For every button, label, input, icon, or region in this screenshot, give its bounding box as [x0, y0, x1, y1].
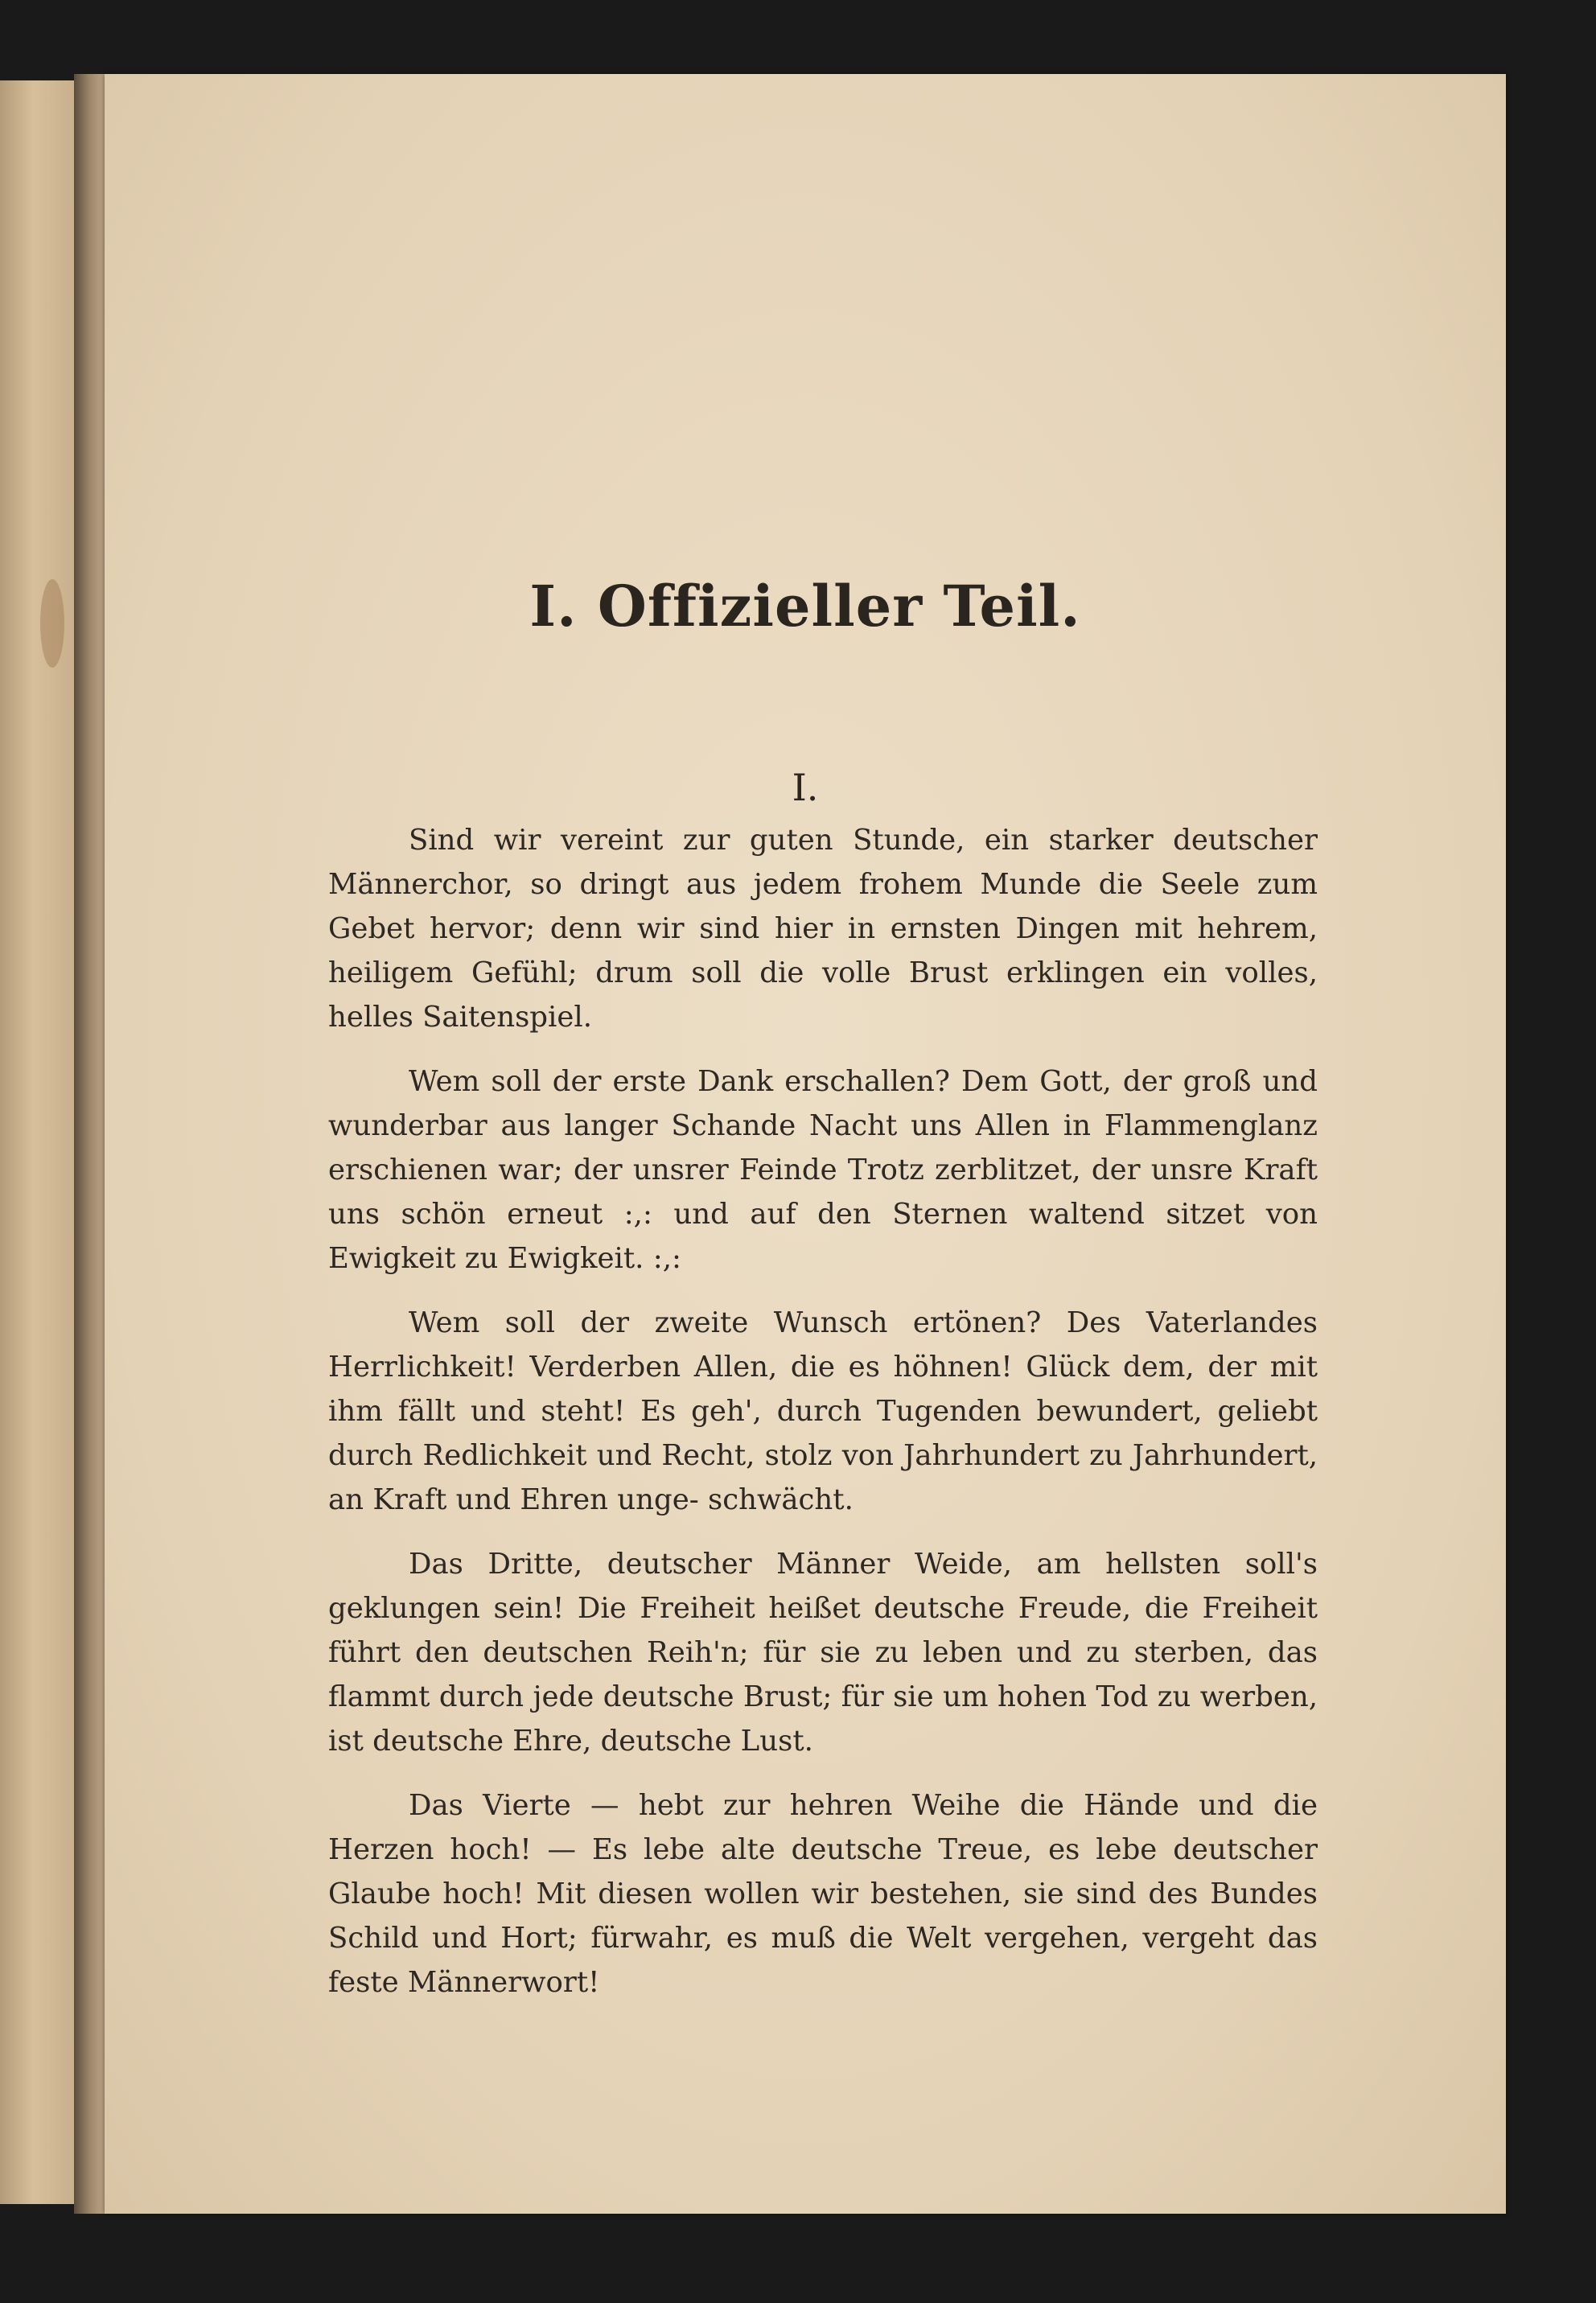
paragraph-3: Wem soll der zweite Wunsch ertönen? Des Vaterlandes Herrlichkeit! Verderben Allen, die es höhnen! Glück dem, der mit ihm fällt und steht! Es geh', durch Tugenden bewundert, geliebt durch Redlichkeit und Recht, stolz von Jahrhundert zu Jahrhundert, an Kraft und Ehren unge- schwächt.	[328, 1306, 1318, 1516]
left-page-edge	[0, 80, 74, 2204]
paragraph-1: Sind wir vereint zur guten Stunde, ein starker deutscher Männerchor, so dringt aus jedem frohem Munde die Seele zum Gebet hervor; denn wir sind hier in ernsten Dingen mit hehrem, heiligem Gefühl; drum soll die volle Brust erklingen ein volles, helles Saitenspiel.	[328, 824, 1318, 1034]
chapter-heading: I. Offizieller Teil.	[529, 573, 1081, 639]
paragraph-5: Das Vierte — hebt zur hehren Weihe die Hände und die Herzen hoch! — Es lebe alte deutsche Treue, es lebe deutscher Glaube hoch! Mit diesen wollen wir bestehen, sie sind des Bundes Schild und Hort; fürwahr, es muß die Welt vergehen, vergeht das feste Männerwort!	[328, 1789, 1318, 1999]
paragraph-2: Wem soll der erste Dank erschallen? Dem Gott, der groß und wunderbar aus langer Schande Nacht uns Allen in Flammenglanz erschienen war; der unsrer Feinde Trotz zerblitzet, der unsre Kraft uns schön erneut :,: und auf den Sternen waltend sitzet von Ewigkeit zu Ewigkeit. :,:	[328, 1065, 1318, 1275]
paragraph-4: Das Dritte, deutscher Männer Weide, am hellsten soll's geklungen sein! Die Freiheit heißet deutsche Freude, die Freiheit führt den deutschen Reih'n; für sie zu leben und zu sterben, das flammt durch jede deutsche Brust; für sie um hohen Tod zu werben, ist deutsche Ehre, deutsche Lust.	[328, 1548, 1318, 1758]
poem-text	[328, 818, 1318, 2025]
book-page	[105, 74, 1506, 2214]
page-stain	[40, 579, 64, 668]
section-number: I.	[792, 766, 819, 809]
